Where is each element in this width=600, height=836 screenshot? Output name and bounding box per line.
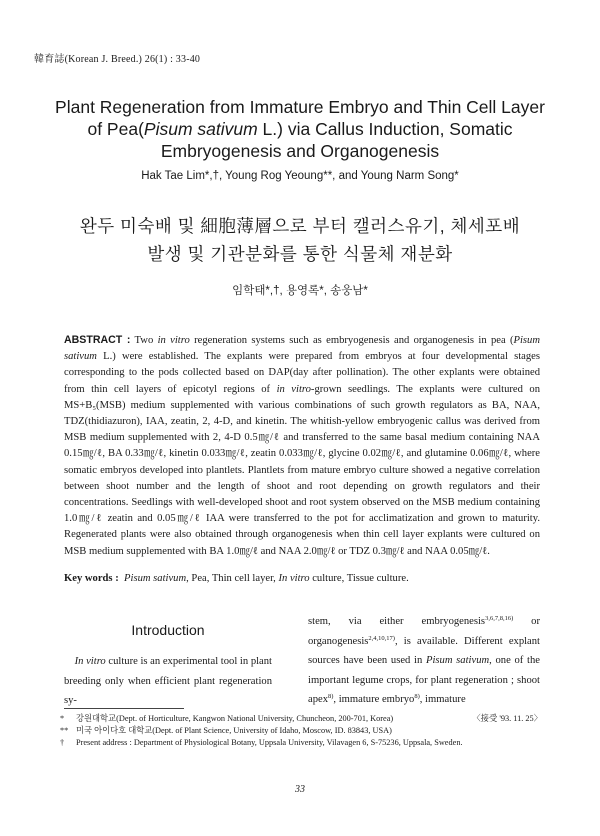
korean-title-line-1: 완두 미숙배 및 細胞薄層으로 부터 캘러스유기, 체세포배 — [79, 216, 521, 236]
footnote-2-body — [60, 725, 392, 737]
received-date: 〈接受 '93. 11. 25〉 — [472, 714, 542, 723]
title-line-2 — [40, 118, 560, 140]
title-text: of Pea( — [87, 119, 144, 139]
body-text: , is available. Different explant sources have been used in — [308, 635, 540, 666]
body-text: , immature — [419, 694, 466, 705]
title-line-1: Plant Regeneration from Immature Embryo and Thin Cell Layer — [55, 97, 545, 117]
body-text: stem, via either embryogenesis — [308, 616, 486, 627]
citation-superscript: 8) — [328, 693, 334, 700]
author-list: Hak Tae Lim*,†, Young Rog Yeoung**, and Young Narm Song* — [141, 170, 459, 182]
korean-author-list: 임학태*,†, 용영록*, 송웅남* — [232, 285, 368, 297]
title-line-3: Embryogenesis and Organogenesis — [160, 141, 440, 161]
footnote-2 — [60, 725, 542, 737]
footnote-1 — [60, 713, 542, 725]
intro-italic: In vitro — [74, 656, 106, 667]
footnote-text: 강원대학교(Dept. of Horticulture, Kangwon National University, Chuncheon, 200-701, Korea) — [76, 714, 394, 723]
footnote-divider — [64, 708, 184, 709]
abstract-italic: in vitro — [157, 335, 190, 346]
abstract-text: regeneration systems such as embryogenesis and organogenesis in pea ( — [189, 335, 514, 346]
abstract-text: Two — [130, 335, 158, 346]
title-text: L.) via Callus Induction, Somatic — [257, 119, 513, 139]
journal-citation: 韓育誌(Korean J. Breed.) 26(1) : 33-40 — [34, 54, 201, 65]
keyword-text: , Pea, Thin cell layer, — [186, 573, 279, 584]
keyword-text: culture, Tissue culture. — [309, 573, 409, 584]
abstract-heading: ABSTRACT : — [64, 334, 131, 346]
body-text: or organogenesis — [308, 616, 540, 647]
footnote-text: Present address : Department of Physiological Botany, Uppsala University, Vilavagen 6, S-75236, Uppsala, Sweden. — [76, 738, 463, 748]
footnotes — [60, 713, 542, 750]
korean-title — [40, 212, 560, 268]
abstract-italic: in vitro — [276, 383, 311, 395]
intro-text: culture is an experimental tool in plant breeding only when efficient plant regeneration sy- — [64, 656, 273, 706]
page-number: 33 — [295, 784, 305, 795]
footnote-1-body — [60, 713, 393, 725]
left-column — [64, 604, 272, 711]
right-column-paragraph — [308, 612, 540, 710]
keyword-italic: Pisum sativum — [124, 573, 187, 584]
footnote-text: 미국 아이다호 대학교(Dept. of Plant Science, University of Idaho, Moscow, ID. 83843, USA) — [76, 726, 392, 736]
citation-superscript: 8) — [414, 693, 420, 700]
abstract-text: L.) were established. The explants were prepared from embryos at four developmental stages corresponding to the pods collected based on DAP(day after pollination). The other explants were obtained from thin cell layers of epicotyl regions of — [64, 351, 540, 395]
species-name: Pisum sativum — [143, 119, 258, 139]
keyword-italic: In vitro — [278, 573, 310, 584]
citation-superscript: 3,6,7,8,16) — [485, 615, 514, 622]
footnote-3 — [60, 737, 542, 749]
footnote-mark: ** — [60, 726, 69, 736]
footnote-3-body — [60, 737, 463, 749]
body-text: , one of the important legume crops, for plant regeneration ; shoot apex — [308, 655, 540, 705]
abstract-text: -grown seedlings. The explants were cultured on MS+B₅(MSB) medium supplemented with various combinations of such growth regulators as BA, NAA, TDZ(thidiazuron), IAA, zeatin, 2, 4-D, and kinetin. The whitish-yellow embryogenic callus was derived from MSB medium supplemented with 2, 4-D 0.5㎎/ℓ and transferred to the same basal medium containing NAA 0.15㎎/ℓ, BA 0.33㎎/ℓ, kinetin 0.033㎎/ℓ, zeatin 0.033㎎/ℓ, glycine 0.02㎎/ℓ, and glutamine 0.06㎎/ℓ, where somatic embryos developed into plantlets. Plantlets from mature embryo culture showed a negative correlation between shoot number and the length of shoot and root depending on growth regulators and their concentrations. Seedlings with well-developed shoot and root system observed on the MSB medium containing 1.0㎎/ℓ zeatin and 0.05㎎/ℓ IAA were transferred to the pot for acclimatization and grown to maturity. Regenerated plants were also obtained through organogenesis when thin cell layer explants were cultured on MSB medium supplemented with BA 1.0㎎/ℓ and NAA 2.0㎎/ℓ or TDZ 0.3㎎/ℓ and NAA 0.05㎎/ℓ. — [64, 383, 541, 557]
body-text: , immature embryo — [333, 694, 415, 705]
section-heading-introduction: Introduction — [131, 622, 205, 638]
right-column — [308, 612, 540, 710]
abstract — [64, 332, 540, 560]
korean-title-line-2: 발생 및 기관분화를 통한 식물체 재분화 — [147, 244, 453, 264]
keywords-heading: Key words : — [64, 573, 119, 584]
footnote-mark: † — [60, 738, 65, 748]
citation-superscript: 2,4,10,17) — [368, 634, 395, 642]
footnote-mark: * — [60, 714, 65, 723]
intro-paragraph — [64, 652, 272, 711]
species-name: Pisum sativum — [425, 655, 490, 666]
keywords — [64, 573, 540, 584]
abstract-italic: Pisum sativum — [64, 335, 540, 363]
paper-title — [40, 96, 560, 162]
